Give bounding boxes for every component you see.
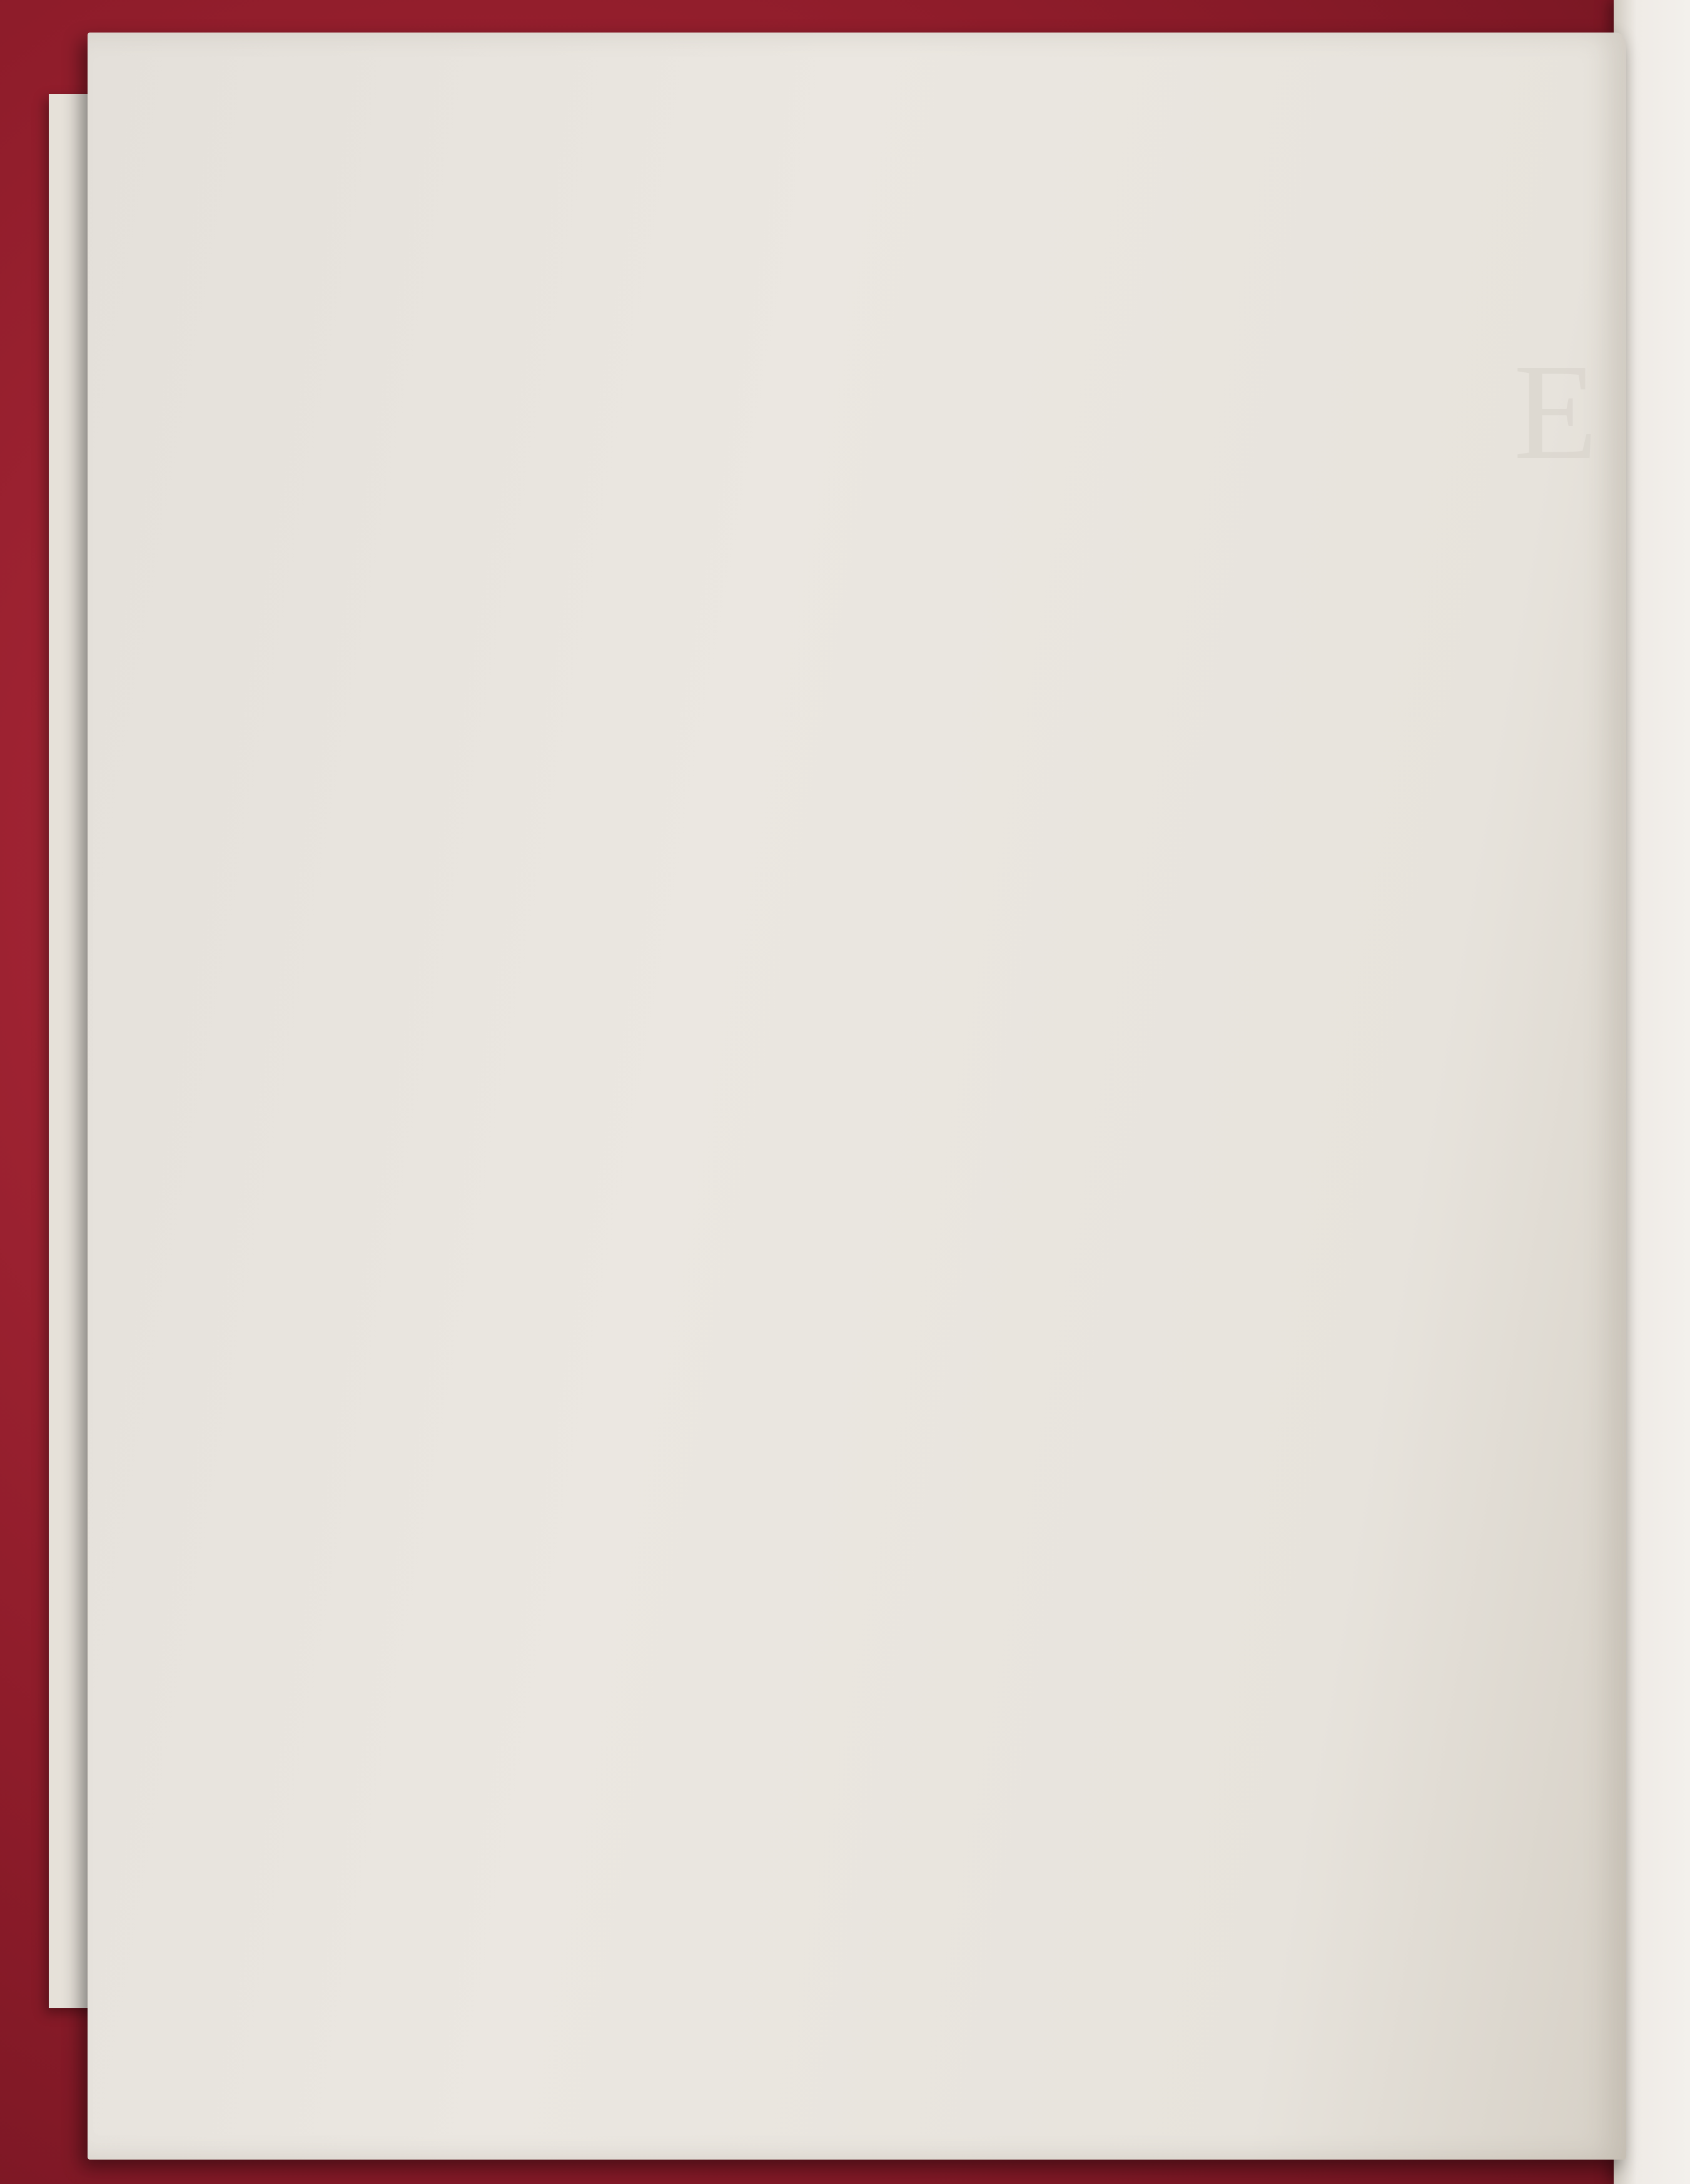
verse-line — [477, 1118, 1665, 1167]
verse-line — [477, 1707, 1665, 1757]
verse-line — [477, 676, 1665, 726]
verse-line — [477, 775, 1665, 824]
book-page — [88, 33, 1626, 2160]
verse-line — [477, 1757, 1665, 1806]
verse-line — [477, 823, 1665, 873]
margin-note-line — [313, 828, 475, 876]
margin-note-line — [313, 925, 475, 974]
verse-line — [477, 725, 1665, 775]
verse-line — [477, 332, 1665, 382]
verse-line — [477, 1167, 1665, 1217]
margin-note-line — [313, 239, 475, 288]
margin-note-line — [313, 1270, 475, 1319]
verse-line — [477, 1560, 1665, 1610]
margin-note-line — [313, 385, 475, 434]
margin-note-line — [313, 337, 475, 385]
verse-line — [477, 1658, 1665, 1708]
verse-line — [477, 1511, 1665, 1560]
verse-line — [477, 1020, 1665, 1069]
verse-line — [477, 1364, 1665, 1413]
margin-note-line — [313, 681, 475, 730]
verse-line — [477, 529, 1665, 578]
margin-note — [313, 1221, 475, 1465]
verse-line — [477, 283, 1665, 333]
verse-line — [477, 382, 1665, 431]
margin-note-line — [313, 876, 475, 925]
verse-line — [477, 1462, 1665, 1511]
verse-line — [477, 430, 1665, 480]
margin-note-line — [313, 434, 475, 483]
verse-line — [477, 922, 1665, 971]
verse-line — [477, 1609, 1665, 1658]
verse-line — [477, 873, 1665, 922]
margin-note-line — [313, 779, 475, 828]
verse-line — [477, 1266, 1665, 1315]
margin-note-line — [313, 730, 475, 779]
margin-note-line — [313, 288, 475, 337]
verse-line — [477, 1216, 1665, 1266]
verse-text — [477, 234, 1665, 1904]
margin-note-line — [313, 1319, 475, 1368]
verse-line — [477, 1413, 1665, 1462]
verse-line — [477, 1806, 1665, 1855]
show-through-initial: E — [1514, 335, 1598, 488]
margin-note-line — [313, 1368, 475, 1416]
verse-line — [477, 627, 1665, 676]
margin-note — [313, 239, 475, 483]
margin-note — [313, 681, 475, 974]
margin-note-line — [313, 1221, 475, 1270]
verse-line — [477, 1855, 1665, 1904]
verse-line — [477, 1069, 1665, 1119]
verse-line — [477, 234, 1665, 283]
margin-note-line — [313, 1416, 475, 1465]
verse-line — [477, 578, 1665, 627]
verse-line — [477, 1314, 1665, 1364]
verse-line — [477, 971, 1665, 1020]
verse-line — [477, 480, 1665, 529]
page-header — [88, 171, 1626, 221]
